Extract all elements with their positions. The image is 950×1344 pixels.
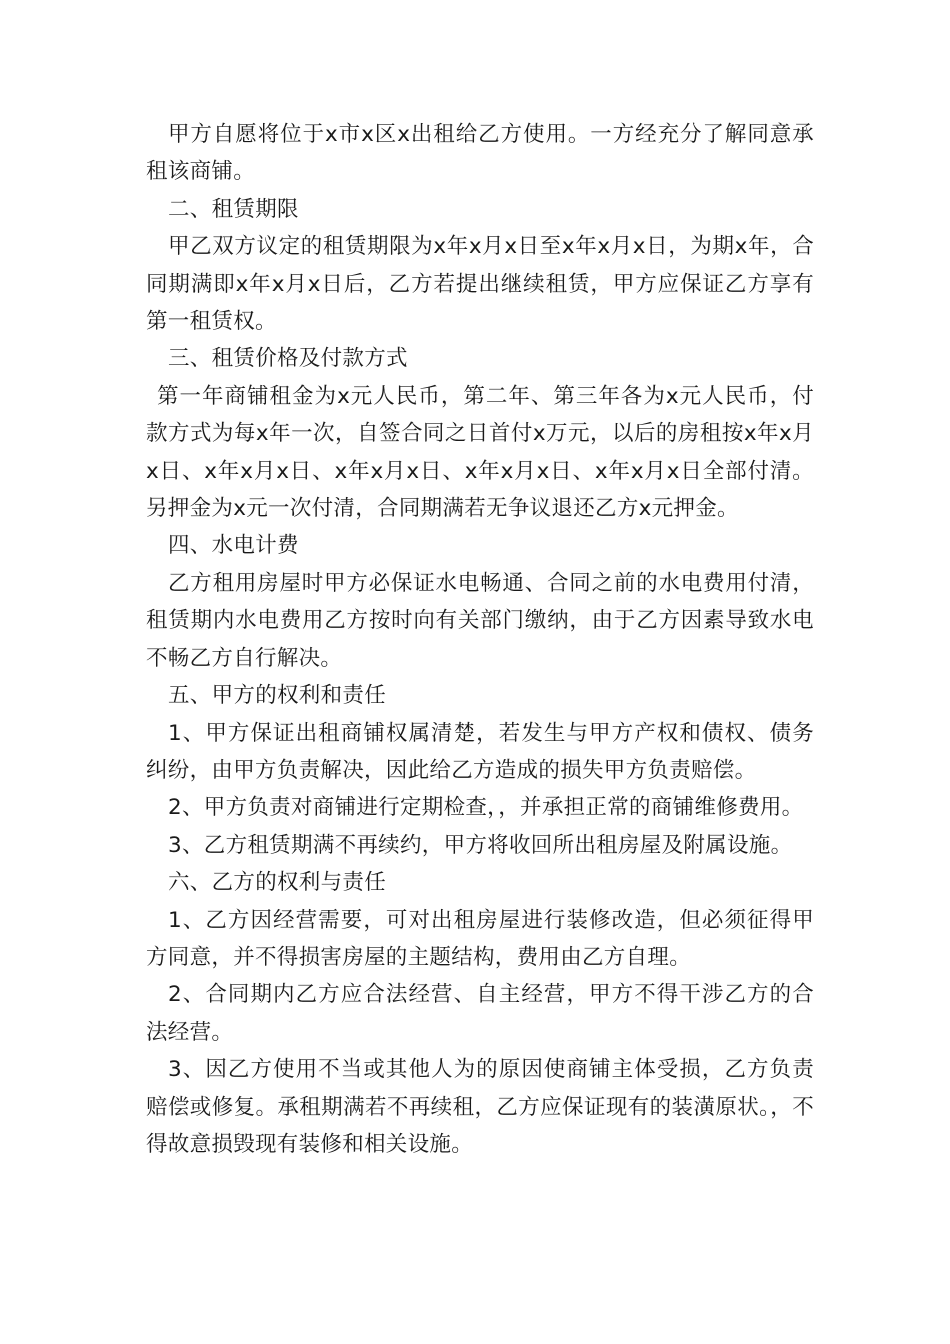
paragraph-lease-premises: 甲方自愿将位于x市x区x出租给乙方使用。一方经充分了解同意承租该商铺。 — [146, 122, 814, 185]
paragraph-lease-term: 甲乙双方议定的租赁期限为x年x月x日至x年x月x日，为期x年，合同期满即x年x月x日后，乙方若提出继续租赁，甲方应保证乙方享有第一租赁权。 — [146, 234, 814, 335]
section-heading-utilities: 四、水电计费 — [168, 533, 299, 559]
clause-party-a-2: 2、甲方负责对商铺进行定期检查，，并承担正常的商铺维修费用。 — [168, 795, 804, 821]
clause-party-a-3: 3、乙方租赁期满不再续约，甲方将收回所出租房屋及附属设施。 — [168, 832, 793, 858]
paragraph-utilities: 乙方租用房屋时甲方必保证水电畅通、合同之前的水电费用付清，租赁期内水电费用乙方按时向有关部门缴纳，由于乙方因素导致水电不畅乙方自行解决。 — [146, 570, 814, 671]
clause-party-b-3: 3、因乙方使用不当或其他人为的原因使商铺主体受损，乙方负责赔偿或修复。承租期满若不再续租，乙方应保证现有的装潢原状。，不得故意损毁现有装修和相关设施。 — [146, 1057, 814, 1157]
section-heading-price-payment: 三、租赁价格及付款方式 — [168, 346, 408, 372]
section-heading-lease-term: 二、租赁期限 — [168, 196, 299, 222]
document-body — [146, 116, 814, 1163]
clause-party-b-2: 2、合同期内乙方应合法经营、自主经营，甲方不得干涉乙方的合法经营。 — [146, 982, 814, 1045]
clause-party-b-1: 1、乙方因经营需要，可对出租房屋进行装修改造，但必须征得甲方同意，并不得损害房屋的主题结构，费用由乙方自理。 — [146, 907, 814, 970]
clause-party-a-1: 1、甲方保证出租商铺权属清楚，若发生与甲方产权和债权、债务纠纷，由甲方负责解决，因此给乙方造成的损失甲方负责赔偿。 — [146, 720, 814, 783]
section-heading-party-b-rights: 六、乙方的权利与责任 — [168, 870, 387, 896]
section-heading-party-a-rights: 五、甲方的权利和责任 — [168, 683, 387, 709]
paragraph-price-payment: 第一年商铺租金为x元人民币，第二年、第三年各为x元人民币，付款方式为每x年一次，自签合同之日首付x万元，以后的房租按x年x月x日、x年x月x日、x年x月x日、x年x月x日、x年x月x日全部付清。另押金为x元一次付清，合同期满若无争议退还乙方x元押金。 — [146, 383, 814, 522]
